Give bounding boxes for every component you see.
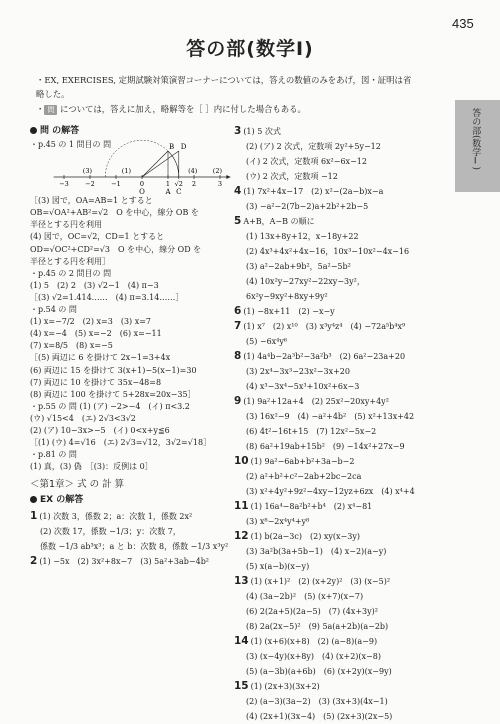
answer-item <box>234 424 450 439</box>
item-text: (4) x³−3x⁴−5x³+10x²+6x−3 <box>246 382 360 391</box>
item-text: (8) 2a(2x−5)² (9) 5a(a+2b)(a−2b) <box>246 622 389 631</box>
item-text: (5) −6x⁴y⁶ <box>246 337 288 346</box>
segment-OB <box>142 151 168 177</box>
item-number: 6 <box>234 305 242 317</box>
ex-item <box>30 509 226 524</box>
answer-item <box>234 499 450 514</box>
item-text: (3) −a²−2(7b−2)a+2b²+2b−5 <box>246 202 369 211</box>
intro-note-1: ・EX, EXERCISES, 定期試験対策演習コーナーについては，答えの数値のみをあげ，図・証明は省略した。 <box>36 75 412 99</box>
item-text: (1) 4a⁴b−2a³b²−3a²b³ (2) 6a²−23a+20 <box>243 352 406 361</box>
answer-item <box>234 214 450 229</box>
answer-item <box>234 229 450 244</box>
tick-label: 3 <box>217 180 223 189</box>
answers-heading: 問 の解答 <box>30 125 226 137</box>
answer-item <box>234 634 450 649</box>
segment-OD <box>142 151 179 177</box>
answer-line: (4) x=−4 (5) x=−2 (6) x=−11 <box>30 329 162 339</box>
answer-line: (ウ) √15<4 (エ) 2√3<3√2 <box>30 413 136 423</box>
item-text: (3) x²+4y²+9z²−4xy−12yz+6zx (4) x⁴+4 <box>246 487 415 496</box>
item-number: 14 <box>234 635 249 647</box>
answer-item <box>234 349 450 364</box>
item-text: (4) 10x²y−27xy²−22xy−3y²， <box>246 277 365 286</box>
answer-line: ・p.81 の 問 <box>30 450 77 460</box>
right-answer-lines <box>234 124 450 724</box>
tick-label: √2 <box>174 180 183 189</box>
item-text: (1) b(2a−3c) (2) xy(x−3y) <box>250 532 360 541</box>
item-text: (ウ) 2 次式，定数項 −12 <box>246 172 338 181</box>
item-text: (3) a²−2ab+9b²，5a²−5b² <box>246 262 351 271</box>
item-text: (イ) 2 次式，定数項 6x²−6x−12 <box>246 157 367 166</box>
answer-line: (1) 5 (2) 2 (3) √2−1 (4) π−3 <box>30 280 159 290</box>
item-text: (1) −8x+11 (2) −x−y <box>243 307 335 316</box>
tick-label: −2 <box>85 180 95 189</box>
item-text: 係数 −1/3 ab³x³；a と b：次数 8，係数 −1/3 x³y² <box>40 541 229 551</box>
ex-item <box>30 524 226 539</box>
tick-label: −1 <box>111 180 121 189</box>
item-text: (1) (x+1)² (2) (x+2y)² (3) (x−5)² <box>250 577 391 586</box>
part-label: (3) <box>82 167 93 176</box>
ex-item <box>30 539 229 554</box>
item-text: (1) 16a⁴−8a²b²+b⁴ (2) x⁴−81 <box>250 502 373 511</box>
answer-line: ［(5) 両辺に 6 を掛けて 2x−1=3+4x <box>30 353 171 363</box>
answer-item <box>234 649 450 664</box>
answer-line: 半径とする円を利用 <box>30 220 102 230</box>
item-text: (1) 次数 3，係数 2；a：次数 1，係数 2x² <box>39 511 193 521</box>
item-text: 6x²y−9xy²+8xy+9y² <box>246 292 328 301</box>
point-label: A <box>165 188 171 197</box>
answer-item <box>234 574 450 589</box>
answer-item <box>234 514 450 529</box>
answer-item <box>234 139 450 154</box>
point-label: B <box>169 143 175 152</box>
answer-item <box>234 199 450 214</box>
item-number: 7 <box>234 320 242 332</box>
item-number: 11 <box>234 500 249 512</box>
page-title: 答の部(数学Ⅰ) <box>186 38 314 60</box>
item-text: (1) −5x (2) 3x²+8x−7 (3) 5a²+3ab−4b² <box>39 556 210 566</box>
bullet-icon <box>30 496 37 503</box>
answer-line: ［(3) √2=1.414…… (4) π=3.14……］ <box>30 292 184 302</box>
part-label: (4) <box>188 167 198 176</box>
item-text: (2) a²+b²+c²−2ab+2bc−2ca <box>246 472 362 481</box>
answer-item <box>234 259 450 274</box>
tick-label: −3 <box>59 180 69 189</box>
item-text: (1) 9a²−6ab+b²+3a−b−2 <box>250 457 355 466</box>
answer-item <box>234 544 450 559</box>
answer-item <box>234 694 450 709</box>
item-number: 8 <box>234 350 242 362</box>
point-label: O <box>139 188 145 197</box>
answer-item <box>234 664 450 679</box>
item-text: (2) 次数 17，係数 −1/3；y：次数 7， <box>40 526 181 536</box>
answer-item <box>234 244 450 259</box>
answer-item <box>234 184 450 199</box>
item-number: 1 <box>30 509 38 522</box>
item-text: (4) (2x+1)(3x−4) (5) (2x+3)(2x−5) <box>246 712 393 721</box>
part-label: (1) <box>121 167 132 176</box>
tick-label: 1 <box>165 180 171 189</box>
intro-notes <box>36 74 416 119</box>
answer-item <box>234 484 450 499</box>
item-text: (8) 6a²+19ab+15b² (9) −14x²+27x−9 <box>246 442 405 451</box>
answer-item <box>234 619 450 634</box>
answer-item <box>234 274 450 289</box>
left-answer-lines <box>30 195 226 473</box>
answer-line: OB=√OA²+AB²=√2 O を中心，線分 OB を <box>30 208 199 218</box>
side-index-tab <box>455 100 500 192</box>
answer-line: (7) x=8/5 (8) x=−5 <box>30 341 113 351</box>
item-text: (2) (ア) 2 次式，定数項 2y²+5y−12 <box>246 142 381 151</box>
answer-line: (1) x=−7/2 (2) x=3 (3) x=7 <box>30 317 152 327</box>
item-text: (1) (2x+3)(3x+2) <box>250 682 320 691</box>
answer-line: (4) 図で，OC=√2，CD=1 とすると <box>30 232 165 242</box>
answer-line: 半径とする円を利用］ <box>30 256 110 266</box>
answer-line: (8) 両辺に 100 を掛けて 5+28x=20x−35］ <box>30 389 196 399</box>
answer-item <box>234 559 450 574</box>
answer-item <box>234 604 450 619</box>
answer-line: (6) 両辺に 15 を掛けて 3(x+1)−5(x−1)=30 <box>30 365 197 375</box>
tick-label: 2 <box>191 180 197 189</box>
item-number: 10 <box>234 455 249 467</box>
item-text: (2) 4x³+4x²+4x−16，10x³−10x²−4x−16 <box>246 247 410 256</box>
answer-item <box>234 469 450 484</box>
answer-line: OD=√OC²+CD²=√3 O を中心，線分 OD を <box>30 244 202 254</box>
item-text: A+B，A−B の順に <box>243 217 315 226</box>
item-text: (1) 9a²+12a+4 (2) 25x²−20xy+4y² <box>243 397 389 406</box>
page-number: 435 <box>452 16 474 31</box>
answer-item <box>234 679 450 694</box>
axis-arrow <box>226 175 230 179</box>
answer-item <box>234 319 450 334</box>
item-number: 15 <box>234 680 249 692</box>
answer-item <box>234 529 450 544</box>
item-text: (1) 7x²+4x−17 (2) x²−(2a−b)x−a <box>243 187 384 196</box>
answer-item <box>234 589 450 604</box>
answer-line: ［(3) 図で，OA=AB=1 とすると <box>30 196 153 206</box>
p45-first-label: ・p.45 の 1 問目の 問 <box>30 140 112 150</box>
answer-line: (1) 真，(3) 偽 ［(3)：反例は 0］ <box>30 462 153 472</box>
item-text: (4) (3a−2b)² (5) (x+7)(x−7) <box>246 592 364 601</box>
ex-item <box>30 554 226 569</box>
answer-item <box>234 169 450 184</box>
answer-line: (7) 両辺に 10 を掛けて 35x−48=8 <box>30 377 162 387</box>
item-text: (1) (x+6)(x+8) (2) (a−8)(a−9) <box>250 637 378 646</box>
answer-item <box>234 364 450 379</box>
item-number: 13 <box>234 575 249 587</box>
ex-heading: EX の解答 <box>30 494 226 506</box>
item-text: (1) 5 次式 <box>243 127 281 136</box>
answer-item <box>234 394 450 409</box>
ex-answer-lines <box>30 509 229 569</box>
item-text: (1) x⁷ (2) x¹⁰ (3) x³y⁴z⁴ (4) −72a⁵b⁴x⁹ <box>243 322 406 331</box>
answer-item <box>234 304 450 319</box>
item-text: (3) (x−4y)(x+8y) (4) (x+2)(x−8) <box>246 652 381 661</box>
point-label: C <box>176 188 182 197</box>
answer-item <box>234 379 450 394</box>
item-text: (3) x⁸−2x⁴y⁴+y⁸ <box>246 517 310 526</box>
intro-note-2: ・ 問 については，答えに加え，略解等を［ ］内に付した場合もある。 <box>36 104 306 114</box>
side-tab-label: 答の部(数学Ⅰ) <box>470 108 481 171</box>
item-number: 5 <box>234 215 242 227</box>
tick-label: 0 <box>139 180 145 189</box>
item-text: (5) (a−3b)(a+6b) (6) (x+2y)(x−9y) <box>246 667 392 676</box>
question-tag: 問 <box>44 105 57 115</box>
item-number: 9 <box>234 395 242 407</box>
item-number: 12 <box>234 530 249 542</box>
answer-line: ・p.45 の 2 問目の 問 <box>30 268 112 278</box>
part-label: (2) <box>212 167 223 176</box>
item-text: (1) 13x+8y+12，x−18y+22 <box>246 232 359 241</box>
item-text: (2) (a−3)(3a−2) (3) (3x+3)(4x−1) <box>246 697 388 706</box>
bullet-icon <box>30 127 37 134</box>
item-number: 3 <box>234 125 242 137</box>
item-number: 2 <box>30 554 38 567</box>
answer-item <box>234 289 450 304</box>
item-text: (3) 3a²b(3a+5b−1) (4) x−2)(a−y) <box>246 547 387 556</box>
answer-item <box>234 409 450 424</box>
item-text: (5) x(a−b)(x−y) <box>246 562 310 571</box>
answer-item <box>234 154 450 169</box>
right-column <box>234 124 450 724</box>
answer-line: (2) (ア) 10−3x>−5 (イ) 0<x+y≦6 <box>30 425 170 435</box>
left-column <box>30 124 229 569</box>
item-text: (6) 2(2a+5)(2a−5) (7) (4x+3y)² <box>246 607 378 616</box>
answer-item <box>234 334 450 349</box>
point-label: D <box>180 143 187 152</box>
answer-item <box>234 439 450 454</box>
answer-line: ・p.54 の 問 <box>30 305 77 315</box>
item-number: 4 <box>234 185 242 197</box>
item-text: (3) 2x⁴−3x³−23x²−3x+20 <box>246 367 350 376</box>
answer-item <box>234 124 450 139</box>
answer-item <box>234 709 450 724</box>
answer-line: ・p.55 の 問 (1) (ア) −2>−4 (イ) π<3.2 <box>30 401 190 411</box>
answer-item <box>234 454 450 469</box>
item-text: (6) 4t²−16t+15 (7) 12x²−5x−2 <box>246 427 377 436</box>
item-text: (3) 16x²−9 (4) −a²+4b² (5) x²+13x+42 <box>246 412 415 421</box>
chapter-heading: ＜第1章＞ 式 の 計 算 <box>30 479 125 491</box>
answer-line: ［(1) (ウ) 4=√16 (エ) 2√3=√12，3√2=√18］ <box>30 438 212 448</box>
